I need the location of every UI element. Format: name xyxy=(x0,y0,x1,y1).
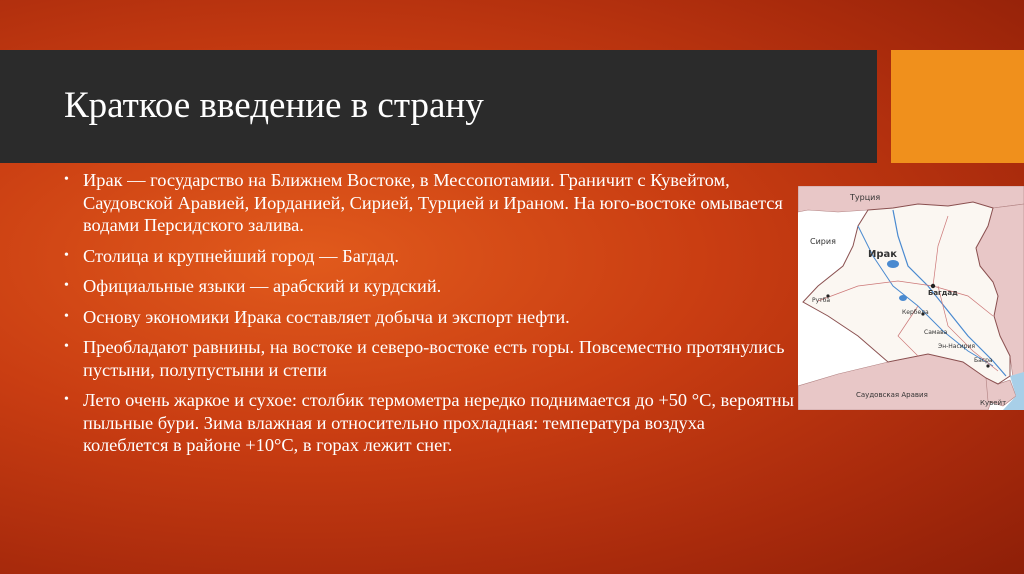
map-label-turkey: Турция xyxy=(850,193,881,202)
bullet-item xyxy=(64,275,794,298)
bullet-icon: • xyxy=(64,339,69,354)
bullet-text: Официальные языки — арабский и курдский. xyxy=(83,276,442,296)
bullet-icon: • xyxy=(64,172,69,187)
map-label-rutba: Рутба xyxy=(812,297,831,304)
map-label-iraq: Ирак xyxy=(868,249,898,260)
lake xyxy=(887,260,899,268)
bullet-icon: • xyxy=(64,308,69,324)
map-label-syria: Сирия xyxy=(810,237,836,246)
map-label-basra: Басра xyxy=(974,357,993,364)
map-label-kerbela: Кербела xyxy=(902,309,929,316)
bullet-item xyxy=(64,169,794,237)
bullet-icon: • xyxy=(64,392,69,407)
map-label-nasiriya: Эн-Насирия xyxy=(938,343,975,350)
accent-box xyxy=(891,50,1024,163)
map-label-saudi: Саудовская Аравия xyxy=(856,391,928,399)
city-marker xyxy=(931,284,935,288)
bullet-list xyxy=(64,169,794,465)
bullet-item xyxy=(64,245,794,268)
bullet-text: Ирак — государство на Ближнем Востоке, в Мессопотамии. Граничит с Кувейтом, Саудовской Аравией, Иорданией, Сирией, Турцией и Ираном. На юго-востоке омывается водами Персидского залива. xyxy=(83,170,783,235)
iraq-map xyxy=(798,186,1024,410)
map-label-baghdad: Багдад xyxy=(928,289,958,297)
lake xyxy=(899,295,907,301)
map-graphic xyxy=(798,186,1024,410)
bullet-item xyxy=(64,306,794,329)
slide-title: Краткое введение в страну xyxy=(64,85,484,126)
bullet-item xyxy=(64,336,794,381)
bullet-text: Основу экономики Ирака составляет добыча и экспорт нефти. xyxy=(83,306,570,327)
bullet-text: Лето очень жаркое и сухое: столбик термометра нередко поднимается до +50 °С, вероятны пыльные бури. Зима влажная и относительно прохладная: температура воздуха колеблется в районе +10°С, в горах лежит снег. xyxy=(83,390,795,455)
bullet-icon: • xyxy=(64,247,69,263)
city-marker xyxy=(986,364,989,367)
bullet-text: Преобладают равнины, на востоке и северо-востоке есть горы. Повсеместно протянулись пустыни, полупустыни и степи xyxy=(83,337,785,380)
bullet-item xyxy=(64,389,794,457)
bullet-icon: • xyxy=(64,278,69,293)
bullet-text: Столица и крупнейший город — Багдад. xyxy=(83,245,399,266)
map-label-kuwait: Кувейт xyxy=(980,399,1007,407)
map-label-samava: Самава xyxy=(924,329,948,336)
